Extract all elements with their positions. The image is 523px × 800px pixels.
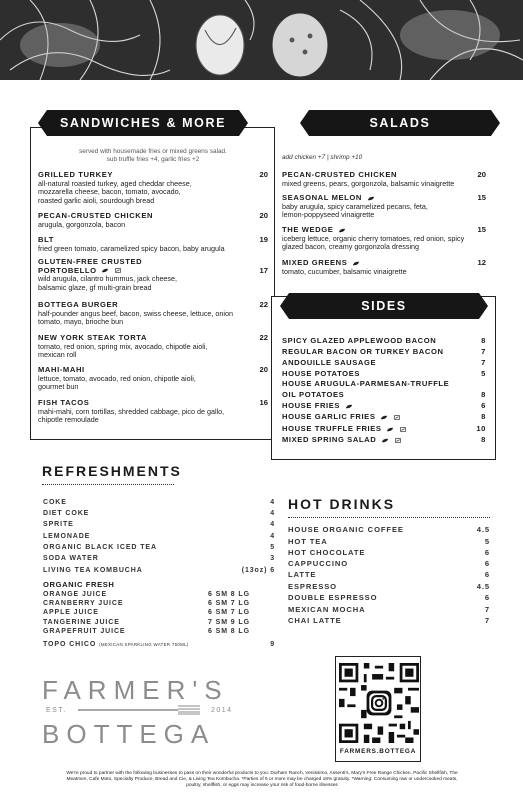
item-price: 20 (259, 170, 268, 179)
menu-item (38, 212, 268, 229)
item-desc: tomato, cucumber, balsamic vinaigrette (282, 266, 407, 276)
leaf-icon (352, 261, 360, 266)
drink-item: COKE 4 (43, 499, 275, 506)
organic-heading: ORGANIC FRESH (43, 580, 115, 589)
drink-item: ESPRESSO 4.5 (288, 582, 490, 591)
item-desc: mahi-mahi, corn tortillas, shredded cabbage, pico de gallo, (38, 406, 225, 416)
menu-item (38, 366, 268, 392)
item-price: 20 (477, 170, 486, 179)
salads-addon: add chicken +7 | shrimp +10 (282, 154, 363, 161)
drink-item: DOUBLE ESPRESSO 6 (288, 593, 490, 602)
hot-drinks-heading: HOT DRINKS (288, 496, 396, 512)
drink-item: LATTE 6 (288, 570, 490, 579)
footer-line: Meatmen, Cafe Moto, Specialty Produce, Bread and Cie, & Living Tea Kombucha. *Parties of 6 or more may be charged 18% gratuity. *Warning: Consuming raw or undercooked meats, (66, 777, 458, 783)
item-name: PECAN-CRUSTED CHICKEN (38, 211, 154, 220)
item-desc: mixed greens, pears, gorgonzola, balsamic vinaigrette (282, 178, 455, 188)
juice-item: APPLE JUICE 6 SM 7 LG (43, 609, 250, 616)
item-price: 12 (477, 258, 486, 267)
logo-est: EST. (46, 707, 67, 714)
leaf-icon (381, 438, 389, 443)
item-price: 22 (259, 300, 268, 309)
juice-item: TANGERINE JUICE 7 SM 9 LG (43, 619, 250, 626)
menu-item (282, 194, 486, 220)
leaf-icon (386, 427, 394, 432)
footer-disclaimer (12, 771, 512, 790)
fork-icon (78, 705, 208, 715)
menu-item (38, 334, 268, 360)
menu-item (38, 236, 268, 253)
side-item: HOUSE GARLIC FRIES 8 (282, 412, 486, 421)
item-name-line2: PORTOBELLO (38, 267, 268, 276)
leaf-icon (367, 196, 375, 201)
item-name: MIXED GREENS (282, 259, 486, 268)
item-name: GLUTEN-FREE CRUSTED (38, 257, 143, 266)
item-name: NEW YORK STEAK TORTA (38, 333, 148, 342)
qr-code-card[interactable] (335, 656, 421, 762)
drink-item: DIET COKE 4 (43, 510, 275, 517)
drink-item: CAPPUCCINO 6 (288, 559, 490, 568)
item-name: MAHI-MAHI (38, 365, 85, 374)
item-name: FISH TACOS (38, 398, 90, 407)
drink-item: HOT TEA 5 (288, 537, 490, 546)
item-desc: gourmet bun (38, 382, 79, 392)
side-item: HOUSE POTATOES 5 (282, 369, 486, 378)
logo-year: 2014 (211, 707, 233, 714)
footer-line: We're proud to partner with the following businesses to pass on their wonderful products to you: Durham Ranch, Venissimo, Assenti's, Mary's Free Range Chicken, Pacific Shellfish, The (66, 771, 458, 776)
side-item: MIXED SPRING SALAD 8 (282, 435, 486, 444)
side-item: REGULAR BACON OR TURKEY BACON 7 (282, 347, 486, 356)
item-desc: lemon-poppyseed vinaigrette (282, 210, 375, 220)
divider (288, 517, 490, 518)
drink-item: HOUSE ORGANIC COFFEE 4.5 (288, 525, 490, 534)
item-desc: chipotle remoulade (38, 415, 99, 425)
juice-item: ORANGE JUICE 6 SM 8 LG (43, 591, 250, 598)
side-item: OIL POTATOES 8 (282, 390, 486, 399)
item-price: 20 (259, 365, 268, 374)
menu-item (282, 226, 486, 252)
menu-item (38, 301, 268, 327)
item-name: BOTTEGA BURGER (38, 300, 119, 309)
item-desc: wild arugula, cilantro hummus, jack cheese, (38, 274, 178, 284)
drink-item: LIVING TEA KOMBUCHA (13oz) 6 (43, 567, 275, 574)
leaf-icon (345, 404, 353, 409)
item-desc: roasted garlic aioli, sourdough bread (38, 195, 155, 205)
sides-heading: SIDES (289, 293, 479, 319)
drink-item: CHAI LATTE 7 (288, 616, 490, 625)
item-desc: half-pounder angus beef, bacon, swiss cheese, lettuce, onion (38, 308, 233, 318)
gf-icon (114, 268, 122, 273)
item-price: 15 (477, 225, 486, 234)
menu-item (282, 259, 486, 276)
item-price: 19 (259, 235, 268, 244)
sandwiches-note-1: served with housemade fries or mixed greens salad. (79, 148, 227, 155)
gf-icon (393, 415, 401, 420)
menu-item (282, 171, 486, 188)
item-price: 16 (259, 398, 268, 407)
item-desc: all-natural roasted turkey, aged cheddar cheese, (38, 178, 192, 188)
item-price: 22 (259, 333, 268, 342)
drink-item: ORGANIC BLACK ICED TEA 5 (43, 544, 275, 551)
item-name: PECAN-CRUSTED CHICKEN (282, 170, 398, 179)
item-desc: mexican roll (38, 350, 77, 360)
gf-icon (394, 438, 402, 443)
item-desc: baby arugula, spicy caramelized pecans, feta, (282, 201, 428, 211)
logo-line-2: BOTTEGA (42, 719, 216, 749)
juice-item: CRANBERRY JUICE 6 SM 7 LG (43, 600, 250, 607)
menu-item (38, 258, 268, 292)
item-name: SEASONAL MELON (282, 194, 486, 203)
item-desc: lettuce, tomato, avocado, red onion, chipotle aioli, (38, 373, 196, 383)
item-desc: mozzarella cheese, bacon, tomato, avocado, (38, 187, 181, 197)
salads-heading: SALADS (309, 110, 491, 136)
item-desc: balsamic glaze, gf multi-grain bread (38, 282, 152, 292)
side-item: HOUSE TRUFFLE FRIES 10 (282, 424, 486, 433)
logo-line-1: FARMER'S (42, 675, 229, 705)
qr-handle: FARMERS.BOTTEGA (339, 748, 417, 755)
item-name: BLT (38, 235, 54, 244)
side-item: ANDOUILLE SAUSAGE 7 (282, 358, 486, 367)
divider (42, 484, 174, 485)
refreshments-heading: REFRESHMENTS (42, 463, 182, 479)
drink-item: TOPO CHICO (MEXICAN SPARKLING WATER 750ML) 9 (43, 641, 275, 648)
leaf-icon (380, 415, 388, 420)
footer-line: poultry, shellfish, or eggs may increase your risk of food-borne illnesses (186, 783, 338, 789)
item-name: GRILLED TURKEY (38, 170, 114, 179)
item-desc: fried green tomato, caramelized spicy bacon, baby arugula (38, 243, 225, 253)
item-price: 20 (259, 211, 268, 220)
sandwiches-heading: SANDWICHES & MORE (47, 110, 239, 136)
side-item: HOUSE FRIES 6 (282, 401, 486, 410)
item-desc: iceberg lettuce, organic cherry tomatoes, red onion, spicy (282, 233, 465, 243)
drink-item: SODA WATER 3 (43, 555, 275, 562)
header-illustration (0, 0, 523, 80)
drink-item: LEMONADE 4 (43, 533, 275, 540)
item-price: 15 (477, 193, 486, 202)
drink-item: SPRITE 4 (43, 521, 275, 528)
leaf-icon (101, 268, 109, 273)
item-desc: tomato, mayo, brioche bun (38, 317, 124, 327)
side-item: HOUSE ARUGULA-PARMESAN-TRUFFLE (282, 379, 450, 388)
drink-item: HOT CHOCOLATE 6 (288, 548, 490, 557)
item-name: THE WEDGE (282, 226, 486, 235)
side-item: SPICY GLAZED APPLEWOOD BACON 8 (282, 336, 486, 345)
juice-item: GRAPEFRUIT JUICE 6 SM 8 LG (43, 628, 250, 635)
item-price: 17 (259, 266, 268, 275)
sandwiches-note-2: sub truffle fries +4, garlic fries +2 (106, 156, 200, 163)
menu-item (38, 399, 268, 425)
item-desc: tomato, red onion, spring mix, avocado, chipotle aioli, (38, 341, 208, 351)
drink-item: MEXICAN MOCHA 7 (288, 605, 490, 614)
item-desc: glazed bacon, creamy gorgonzola dressing (282, 242, 420, 252)
item-desc: arugula, gorgonzola, bacon (38, 219, 126, 229)
menu-item (38, 171, 268, 205)
leaf-icon (338, 228, 346, 233)
gf-icon (399, 427, 407, 432)
qr-code[interactable] (339, 662, 419, 744)
